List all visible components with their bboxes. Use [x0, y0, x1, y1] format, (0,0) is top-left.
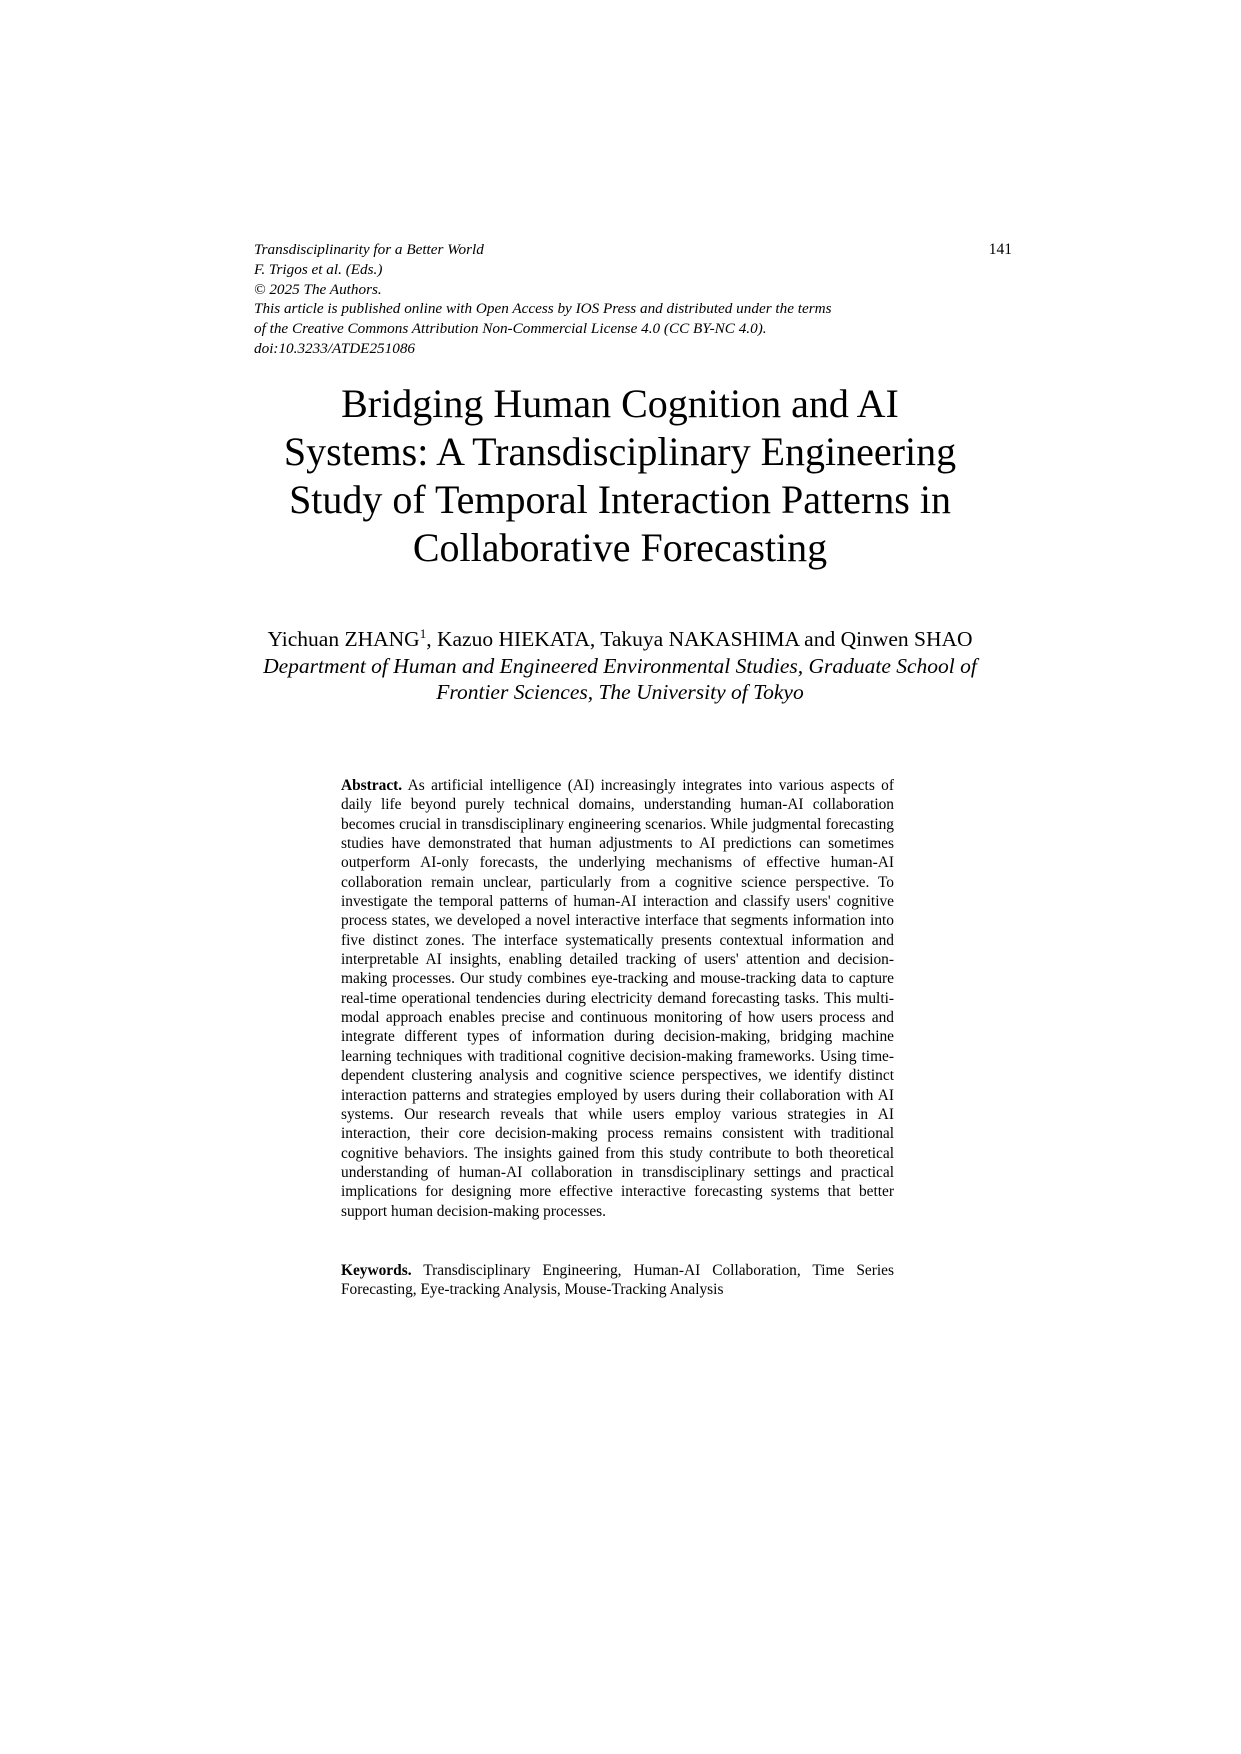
- affiliation-mark: 1: [419, 625, 427, 641]
- affiliation-line: Department of Human and Engineered Environmental Studies, Graduate School of: [263, 654, 977, 678]
- abstract-label: Abstract.: [341, 777, 403, 794]
- title-line: Bridging Human Cognition and AI: [341, 381, 899, 426]
- paper-title: [200, 380, 1040, 572]
- publication-info: [254, 240, 894, 359]
- affiliation-line: Frontier Sciences, The University of Tokyo: [436, 680, 804, 704]
- title-line: Systems: A Transdisciplinary Engineering: [283, 429, 957, 474]
- license-statement-line-2: of the Creative Commons Attribution Non-Commercial License 4.0 (CC BY-NC 4.0).: [254, 320, 767, 338]
- author-list: [200, 626, 1040, 652]
- affiliation: [180, 653, 1060, 705]
- copyright: © 2025 The Authors.: [254, 280, 382, 298]
- keywords-text: Transdisciplinary Engineering, Human-AI Collaboration, Time Series Forecasting, Eye-tracking Analysis, Mouse-Tracking Analysis: [341, 1262, 894, 1299]
- title-line: Collaborative Forecasting: [412, 525, 828, 570]
- license-statement-line-1: This article is published online with Open Access by IOS Press and distributed under the terms: [254, 300, 832, 318]
- keywords-label: Keywords.: [341, 1262, 412, 1279]
- page-number: 141: [988, 241, 1012, 258]
- first-author: Yichuan ZHANG$^1$: [267, 625, 427, 651]
- other-authors: , Kazuo HIEKATA, Takuya NAKASHIMA and Qinwen SHAO: [426, 627, 973, 651]
- title-line: Study of Temporal Interaction Patterns in: [289, 477, 951, 522]
- keywords: [341, 1261, 894, 1300]
- abstract: [341, 776, 894, 1221]
- editors: F. Trigos et al. (Eds.): [254, 260, 383, 278]
- doi: doi:10.3233/ATDE251086: [254, 339, 416, 357]
- abstract-text: As artificial intelligence (AI) increasingly integrates into various aspects of daily life beyond purely technical domains, understanding human-AI collaboration becomes crucial in transdisciplinary engineering scenarios. While judgmental forecasting studies have demonstrated that human adjustments to AI predictions can sometimes outperform AI-only forecasts, the underlying mechanisms of effective human-AI collaboration remain unclear, particularly from a cognitive science perspective. To investigate the temporal patterns of human-AI interaction and classify users' cognitive process states, we developed a novel interactive interface that segments information into five distinct zones. The interface systematically presents contextual information and interpretable AI insights, enabling detailed tracking of users' attention and decision-making processes. Our study combines eye-tracking and mouse-tracking data to capture real-time operational tendencies during electricity demand forecasting tasks. This multi-modal approach enables precise and continuous monitoring of how users process and integrate different types of information during decision-making, bridging machine learning techniques with traditional cognitive decision-making frameworks. Using time-dependent clustering analysis and cognitive science perspectives, we identify distinct interaction patterns and strategies employed by users during their collaboration with AI systems. Our research reveals that while users employ various strategies in AI interaction, their core decision-making process remains consistent with traditional cognitive behaviors. The insights gained from this study contribute to both theoretical understanding of human-AI collaboration in transdisciplinary settings and practical implications for designing more effective interactive forecasting systems that better support human decision-making processes.: [341, 777, 894, 1220]
- book-title: Transdisciplinarity for a Better World: [254, 241, 484, 258]
